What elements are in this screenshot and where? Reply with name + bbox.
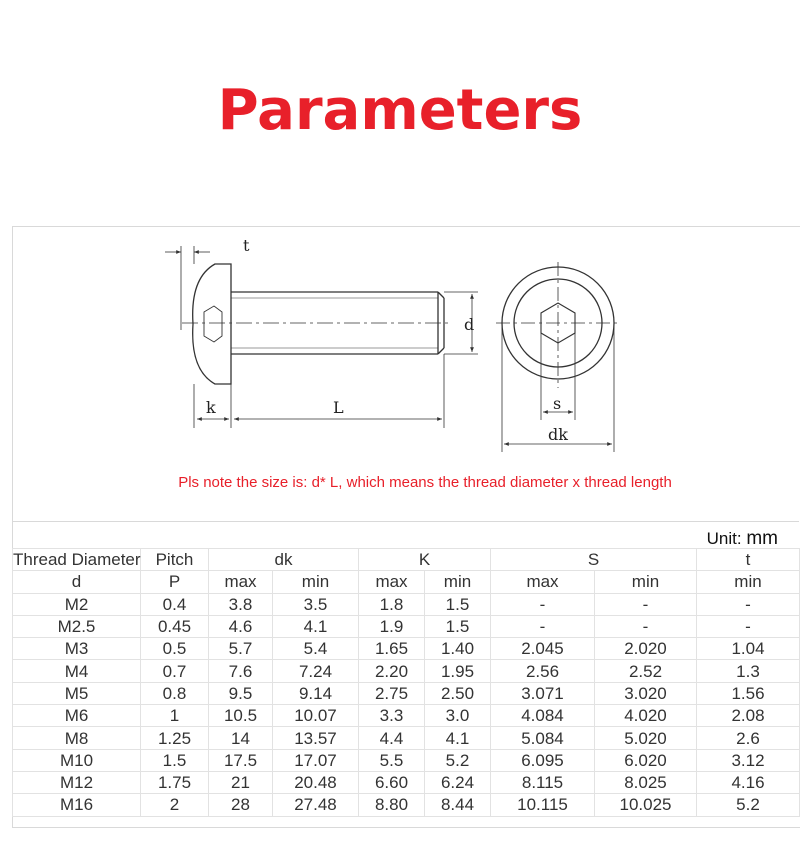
table-cell: M6 [13,705,141,727]
table-cell: 6.095 [491,749,595,771]
table-cell: 9.14 [273,682,359,704]
label-k: k [206,398,216,417]
table-cell: 2.020 [595,638,697,660]
table-cell: 17.07 [273,749,359,771]
table-row [13,593,800,615]
unit-prefix: Unit: [706,529,742,548]
table-cell: 3.0 [425,705,491,727]
table-cell: 4.6 [209,615,273,637]
table-cell: - [697,615,800,637]
top-view [496,262,620,452]
subheader-t-min: min [697,571,800,593]
table-cell: M2.5 [13,615,141,637]
header-s: S [491,549,697,571]
table-cell: 3.8 [209,593,273,615]
table-cell: 17.5 [209,749,273,771]
table-cell: M4 [13,660,141,682]
table-cell: 4.020 [595,705,697,727]
table-cell: 5.020 [595,727,697,749]
table-cell: - [491,593,595,615]
table-cell: 2.75 [359,682,425,704]
table-cell: 10.07 [273,705,359,727]
table-cell: 1.95 [425,660,491,682]
table-cell: 5.084 [491,727,595,749]
table-cell: 1.65 [359,638,425,660]
subheader-s-min: min [595,571,697,593]
table-cell: 1.5 [425,615,491,637]
table-cell: M16 [13,794,141,816]
section-divider [12,521,799,522]
table-cell: 28 [209,794,273,816]
table-cell: 8.44 [425,794,491,816]
table-cell: 1.25 [141,727,209,749]
table-cell: 0.4 [141,593,209,615]
table-cell: 0.7 [141,660,209,682]
table-cell: 1.56 [697,682,800,704]
table-cell: 4.4 [359,727,425,749]
table-row [13,615,800,637]
label-s: s [553,394,562,413]
table-cell: 7.24 [273,660,359,682]
subheader-dk-min: min [273,571,359,593]
table-cell: 5.2 [697,794,800,816]
table-cell: 3.3 [359,705,425,727]
header-row-1 [13,549,800,571]
table-cell: 1.75 [141,771,209,793]
table-cell: 13.57 [273,727,359,749]
table-row [13,682,800,704]
header-row-2 [13,571,800,593]
table-cell: 4.084 [491,705,595,727]
table-row [13,705,800,727]
table-cell: 10.025 [595,794,697,816]
table-cell: 0.5 [141,638,209,660]
table-cell: 3.071 [491,682,595,704]
header-pitch: Pitch [141,549,209,571]
table-cell: 2.08 [697,705,800,727]
label-dk: dk [548,425,568,444]
table-cell: 1.5 [141,749,209,771]
table-cell: 3.5 [273,593,359,615]
table-cell: 4.1 [425,727,491,749]
table-cell: 1.40 [425,638,491,660]
table-cell: M3 [13,638,141,660]
table-cell: 2.50 [425,682,491,704]
table-cell: 5.7 [209,638,273,660]
table-cell: - [595,615,697,637]
table-cell: - [595,593,697,615]
table-cell: 14 [209,727,273,749]
table-cell: 4.16 [697,771,800,793]
table-cell: 8.025 [595,771,697,793]
table-cell: 10.5 [209,705,273,727]
table-cell: 1.3 [697,660,800,682]
table-cell: 0.8 [141,682,209,704]
table-row [13,794,800,816]
unit-label [707,528,778,550]
table-cell: M12 [13,771,141,793]
table-row [13,638,800,660]
subheader-p: P [141,571,209,593]
table-cell: 0.45 [141,615,209,637]
table-row [13,727,800,749]
table-cell: 2.045 [491,638,595,660]
subheader-s-max: max [491,571,595,593]
table-cell: 9.5 [209,682,273,704]
table-cell: 2.52 [595,660,697,682]
table-cell: - [697,593,800,615]
header-k: K [359,549,491,571]
table-cell: 2.6 [697,727,800,749]
unit-value: mm [746,528,778,549]
table-cell: 1.04 [697,638,800,660]
table-row [13,749,800,771]
subheader-k-min: min [425,571,491,593]
table-row [13,660,800,682]
table-cell: 1.9 [359,615,425,637]
size-note: Pls note the size is: d* L, which means the thread diameter x thread length [178,474,672,491]
table-cell: 2.20 [359,660,425,682]
label-d: d [464,315,475,334]
table-cell: 10.115 [491,794,595,816]
header-t: t [697,549,800,571]
table-cell: 1.5 [425,593,491,615]
table-cell: 2.56 [491,660,595,682]
header-dk: dk [209,549,359,571]
parameters-table [12,548,800,817]
label-t: t [243,236,250,255]
table-cell: 5.2 [425,749,491,771]
page-title: Parameters [217,78,583,143]
subheader-d: d [13,571,141,593]
table-cell: 8.80 [359,794,425,816]
table-cell: 8.115 [491,771,595,793]
table-cell: 1 [141,705,209,727]
table-cell: M8 [13,727,141,749]
subheader-k-max: max [359,571,425,593]
table-cell: 2 [141,794,209,816]
table-cell: 21 [209,771,273,793]
table-cell: 20.48 [273,771,359,793]
label-L: L [333,398,344,417]
subheader-dk-max: max [209,571,273,593]
table-cell: 5.5 [359,749,425,771]
table-cell: 7.6 [209,660,273,682]
table-cell: 27.48 [273,794,359,816]
table-cell: 6.020 [595,749,697,771]
table-cell: M2 [13,593,141,615]
header-thread-diameter: Thread Diameter [13,550,141,570]
table-row [13,771,800,793]
table-cell: M5 [13,682,141,704]
table-cell: 3.12 [697,749,800,771]
table-cell: 3.020 [595,682,697,704]
table-cell: 1.8 [359,593,425,615]
table-cell: - [491,615,595,637]
table-cell: M10 [13,749,141,771]
table-cell: 5.4 [273,638,359,660]
table-cell: 4.1 [273,615,359,637]
table-cell: 6.24 [425,771,491,793]
table-cell: 6.60 [359,771,425,793]
